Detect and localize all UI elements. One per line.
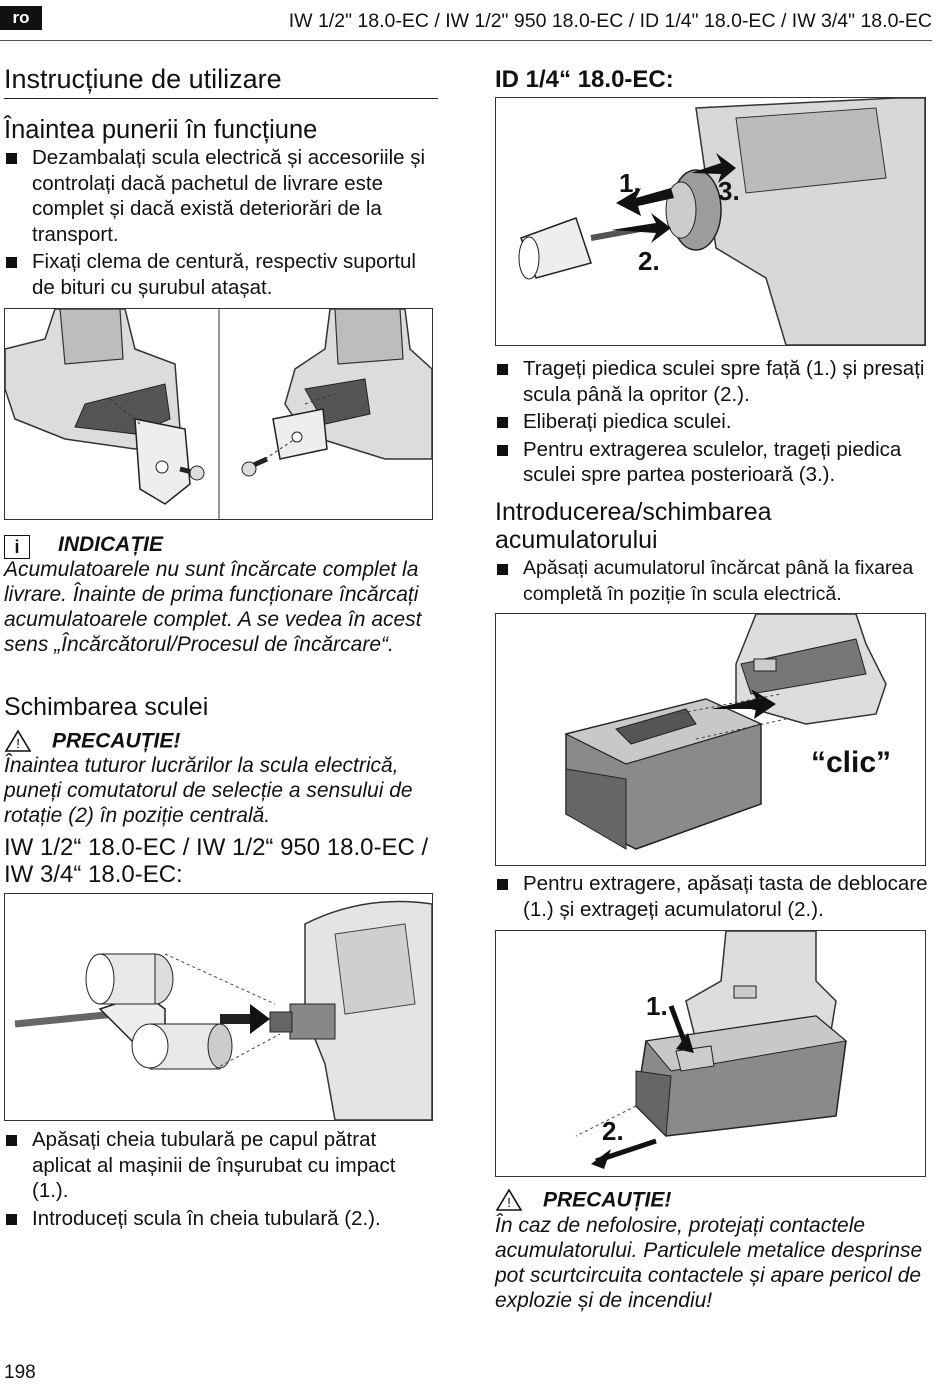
battery-insert-figure	[495, 613, 926, 866]
before-use-list	[4, 145, 436, 300]
figure-label: 2.	[602, 1116, 624, 1146]
list-item: Introduceți scula în cheia tubulară (2.).	[4, 1206, 436, 1232]
list-item: Eliberați piedica sculei.	[495, 409, 932, 435]
battery-remove-figure	[495, 930, 926, 1177]
info-icon: i	[4, 535, 30, 559]
page-number: 198	[4, 1362, 36, 1383]
note-heading	[4, 533, 436, 559]
list-item: Apăsați acumulatorul încărcat până la fixarea completă în poziție în scula electrică.	[495, 556, 932, 607]
battery-insert-list	[495, 556, 932, 607]
figure-label: 3.	[718, 176, 740, 206]
battery-remove-illustration	[496, 931, 925, 1176]
list-item: Dezambalați scula electrică și accesoriile și controlați dacă pachetul de livrare este complet și dacă există deteriorări de la transport.	[4, 145, 436, 247]
figure-label: 1.	[619, 168, 641, 198]
section-heading-battery: Introducerea/schimbarea acumulatorului	[495, 498, 772, 554]
clic-label: “clic”	[811, 746, 892, 779]
socket-illustration	[5, 894, 432, 1120]
socket-figure	[4, 893, 433, 1121]
list-item: Pentru extragere, apăsați tasta de deblocare (1.) și extrageți acumulatorul (2.).	[495, 871, 932, 922]
header-divider	[0, 40, 932, 41]
tool-change-list	[4, 1127, 436, 1231]
figure-label: 2.	[638, 246, 660, 276]
list-item: Trageți piedica sculei spre față (1.) și presați scula până la opritor (2.).	[495, 356, 932, 407]
section-heading-tool-change: Schimbarea sculei	[4, 693, 209, 721]
belt-clip-figure	[4, 308, 433, 520]
header-models: IW 1/2" 18.0-EC / IW 1/2" 950 18.0-EC / ID 1/4" 18.0-EC / IW 3/4" 18.0-EC	[288, 10, 932, 32]
caution-text: În caz de nefolosire, protejați contactele acumulatorului. Particulele metalice desprinse pot scurtcircuita contactele și apare pericol de explozie și de incendiu!	[495, 1214, 923, 1312]
svg-text:!: !	[16, 736, 20, 751]
belt-clip-illustration	[5, 309, 432, 519]
list-item: Apăsați cheia tubulară pe capul pătrat aplicat al mașinii de înșurubat cu impact (1.).	[4, 1127, 436, 1204]
svg-text:!: !	[507, 1195, 511, 1210]
figure-label: 1.	[646, 991, 668, 1021]
bit-chuck-list	[495, 356, 932, 488]
section-heading-before-use: Înaintea punerii în funcțiune	[4, 116, 318, 144]
note-title: INDICAȚIE	[58, 533, 163, 556]
caution-text: Înaintea tuturor lucrărilor la scula electrică, puneți comutatorul de selecție a sensului de rotație (2) în poziție centrală.	[4, 754, 413, 827]
tool-change-models: IW 1/2“ 18.0-EC / IW 1/2“ 950 18.0-EC / IW 3/4“ 18.0-EC:	[4, 834, 429, 888]
battery-insert-illustration	[496, 614, 925, 865]
bit-chuck-figure	[495, 97, 926, 346]
title-rule	[4, 98, 438, 99]
list-item: Fixați clema de centură, respectiv suportul de bituri cu șurubul atașat.	[4, 249, 436, 300]
language-tag: ro	[0, 6, 42, 30]
battery-remove-list	[495, 871, 932, 922]
caution-title: PRECAUȚIE!	[543, 1188, 672, 1212]
caution-title: PRECAUȚIE!	[52, 729, 181, 753]
note-text: Acumulatoarele nu sunt încărcate complet la livrare. Înainte de prima funcționare încărcați acumulatoarele complet. A se vedea în acest sens „Încărcătorul/Procesul de încărcare“.	[4, 558, 422, 656]
list-item: Pentru extragerea sculelor, trageți piedica sculei spre partea posterioară (3.).	[495, 437, 932, 488]
page-title: Instrucțiune de utilizare	[4, 64, 282, 94]
right-model-heading: ID 1/4“ 18.0-EC:	[495, 66, 674, 93]
bit-chuck-illustration	[496, 98, 925, 345]
